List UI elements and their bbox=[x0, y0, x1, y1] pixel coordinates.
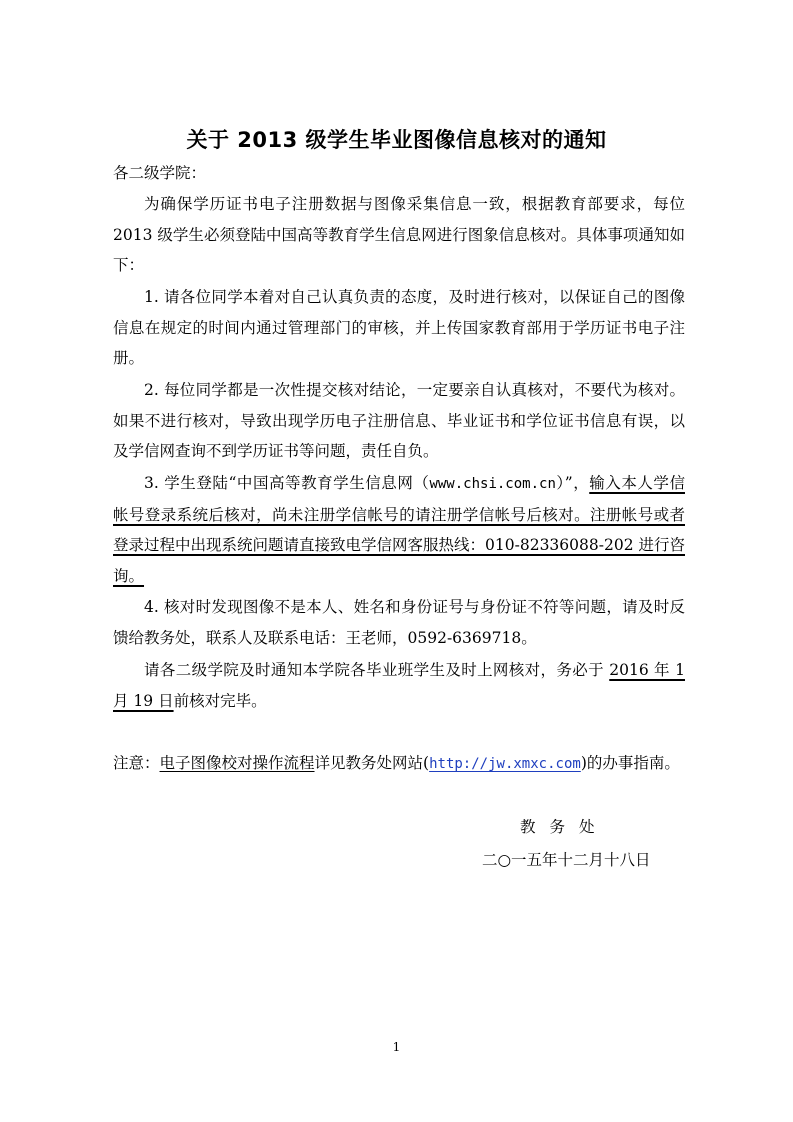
item-4-paragraph: 4. 核对时发现图像不是本人、姓名和身份证号与身份证不符等问题，请及时反馈给教务处，联系人及联系电话：王老师，0592-6369718。 bbox=[113, 598, 685, 647]
note-label: 注意： bbox=[113, 754, 160, 772]
note-suffix: )的办事指南。 bbox=[580, 754, 680, 772]
signature-date: 二○一五年十二月十八日 bbox=[482, 851, 651, 869]
closing-suffix: 前核对完毕。 bbox=[173, 691, 267, 710]
closing-prefix: 请各二级学院及时通知本学院各毕业班学生及时上网核对，务必于 bbox=[144, 661, 610, 679]
item-1-paragraph: 1. 请各位同学本着对自己认真负责的态度，及时进行核对，以保证自己的图像信息在规定的时间内通过管理部门的审核，并上传国家教育部用于学历证书电子注册。 bbox=[113, 288, 685, 367]
jw-website-link[interactable]: http://jw.xmxc.com bbox=[429, 756, 581, 772]
deadline-date: 2016 年 1 月 19 日 bbox=[113, 661, 685, 710]
note-process-title: 电子图像校对操作流程 bbox=[159, 754, 315, 772]
page-number: 1 bbox=[392, 1040, 401, 1054]
signature-office: 教务处 bbox=[520, 818, 609, 836]
intro-paragraph: 为确保学历证书电子注册数据与图像采集信息一致，根据教育部要求，每位 2013 级学生必须登陆中国高等教育学生信息网进行图象信息核对。具体事项通知如下： bbox=[113, 195, 685, 274]
closing-paragraph bbox=[113, 655, 685, 716]
chsi-url-text: www.chsi.com.cn bbox=[429, 476, 556, 492]
item-3-prefix: 3. 学生登陆“中国高等教育学生信息网（ bbox=[144, 474, 430, 492]
salutation: 各二级学院： bbox=[113, 164, 207, 182]
note-mid: 详见教务处网站( bbox=[314, 754, 430, 772]
item-3-paragraph bbox=[113, 468, 685, 591]
item-3-mid: ）”， bbox=[555, 474, 590, 492]
item-3-underlined-instructions: 输入本人学信帐号登录系统后核对，尚未注册学信帐号的请注册学信帐号后核对。注册帐号或者登录过程中出现系统问题请直接致电学信网客服热线：010-82336088-202 进行咨询。 bbox=[113, 474, 685, 585]
item-2-paragraph: 2. 每位同学都是一次性提交核对结论，一定要亲自认真核对，不要代为核对。如果不进行核对，导致出现学历电子注册信息、毕业证书和学位证书信息有误，以及学信网查询不到学历证书等问题，责任自负。 bbox=[113, 381, 685, 460]
document-title: 关于 2013 级学生毕业图像信息核对的通知 bbox=[186, 128, 607, 152]
note-line bbox=[113, 748, 703, 780]
